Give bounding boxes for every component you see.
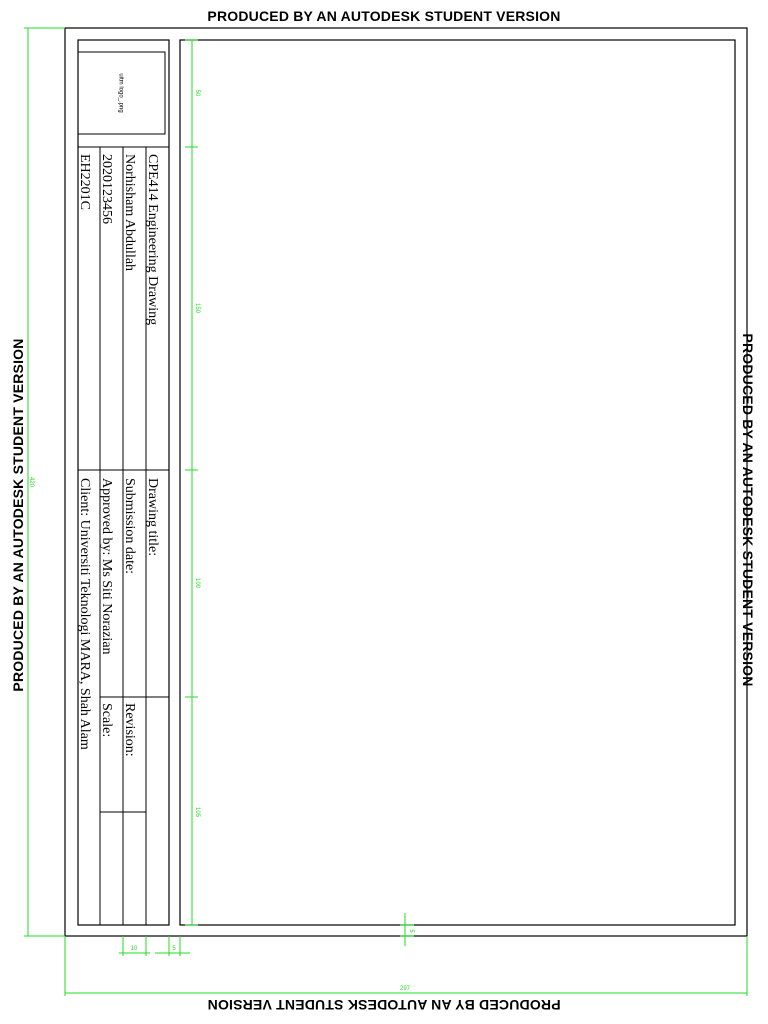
watermark-bottom: PRODUCED BY AN AUTODESK STUDENT VERSION: [207, 997, 561, 1013]
drawing-title-label: Drawing title:: [145, 478, 160, 557]
dim-seg-1: 50: [194, 89, 200, 97]
approved-by-label: Approved by: Ms Siti Norazian: [99, 478, 114, 655]
client-label: Client: Universiti Teknologi MARA, Shah Alam: [77, 478, 92, 750]
dim-gap: 5: [172, 946, 176, 952]
dim-sheet-height: 420: [28, 476, 34, 488]
watermark-left: PRODUCED BY AN AUTODESK STUDENT VERSION: [10, 338, 26, 692]
student-name: Norhisham Abdullah: [122, 154, 137, 272]
watermark-top: PRODUCED BY AN AUTODESK STUDENT VERSION: [207, 8, 561, 24]
watermark-right: PRODUCED BY AN AUTODESK STUDENT VERSION: [740, 333, 756, 687]
revision-label: Revision:: [122, 703, 137, 757]
submission-date-label: Submission date:: [122, 478, 137, 575]
logo-filename: uitm logo_.png: [117, 73, 124, 113]
group-code: EH2201C: [77, 154, 92, 210]
dim-seg-3: 100: [194, 577, 200, 589]
course-title: CPE414 Engineering Drawing: [145, 154, 160, 326]
dim-seg-4: 105: [194, 806, 200, 818]
scale-label: Scale:: [99, 703, 114, 738]
dim-margin: 5: [408, 929, 414, 933]
drawing-area-frame: [180, 40, 735, 925]
dim-col-width: 10: [130, 946, 138, 952]
dim-seg-2: 150: [194, 302, 200, 314]
student-id: 2020123456: [99, 154, 114, 224]
sheet-border: [65, 28, 747, 936]
dim-sheet-width: 297: [399, 986, 411, 992]
